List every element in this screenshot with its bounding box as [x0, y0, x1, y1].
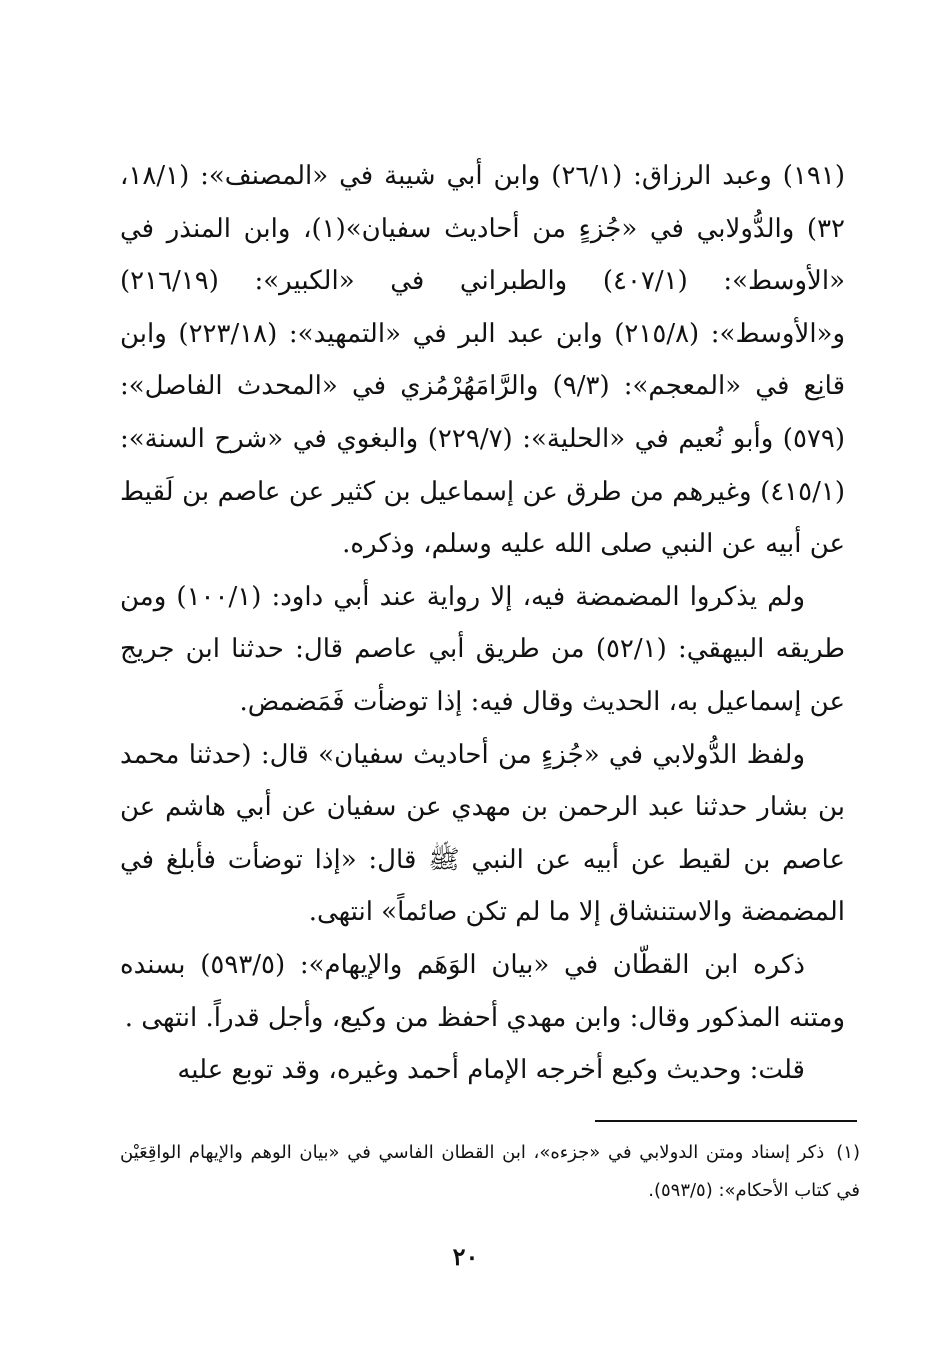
- footnote: [120, 1134, 860, 1210]
- footnote-separator: [595, 1120, 857, 1122]
- paragraph-5: قلت: وحديث وكيع أخرجه الإمام أحمد وغيره، وقد توبع عليه: [177, 1055, 805, 1086]
- main-text: [120, 150, 845, 1097]
- paragraph-1: (١٩١) وعبد الرزاق: (٢٦/١) وابن أبي شيبة في «المصنف»: (١٨/١، ٣٢) والدُّولابي في «جُزءٍ من أحاديث سفيان»(١)، وابن المنذر في «الأوسط»: (٤٠٧/١) والطبراني في «الكبير»: (٢١٦/١٩) و«الأوسط»: (٢١٥/٨) وابن عبد البر في «التمهيد»: (٢٢٣/١٨) وابن قانِع في «المعجم»: (٩/٣) والرَّامَهُرْمُزي في «المحدث الفاصل»: (٥٧٩) وأبو نُعيم في «الحلية»: (٢٢٩/٧) والبغوي في «شرح السنة»: (٤١٥/١) وغيرهم من طرق عن إسماعيل بن كثير عن عاصم بن لَقيط عن أبيه عن النبي صلى الله عليه وسلم، وذكره.: [120, 161, 845, 560]
- page-number: ٢٠: [452, 1242, 479, 1271]
- paragraph-3: ولفظ الدُّولابي في «جُزءٍ من أحاديث سفيان» قال: (حدثنا محمد بن بشار حدثنا عبد الرحمن بن مهدي عن سفيان عن أبي هاشم عن عاصم بن لقيط عن أبيه عن النبي ﷺ قال: «إذا توضأت فأبلغ في المضمضة والاستنشاق إلا ما لم تكن صائماً» انتهى.: [120, 739, 845, 928]
- footnote-number: (١): [836, 1142, 860, 1163]
- paragraph-2: ولم يذكروا المضمضة فيه، إلا رواية عند أبي داود: (١٠٠/١) ومن طريقه البيهقي: (٥٢/١) من طريق أبي عاصم قال: حدثنا ابن جريج عن إسماعيل به، الحديث وقال فيه: إذا توضأت فَمَضمض.: [120, 581, 845, 717]
- footnote-text: ذكر إسناد ومتن الدولابي في «جزءه»، ابن القطان الفاسي في «بيان الوهم والإيهام الواقِعَيْن في كتاب الأحكام»: (٥٩٣/٥).: [120, 1142, 860, 1201]
- paragraph-4: ذكره ابن القطّان في «بيان الوَهَم والإيهام»: (٥٩٣/٥) بسنده ومتنه المذكور وقال: وابن مهدي أحفظ من وكيع، وأجل قدراً. انتهى .: [120, 949, 845, 1033]
